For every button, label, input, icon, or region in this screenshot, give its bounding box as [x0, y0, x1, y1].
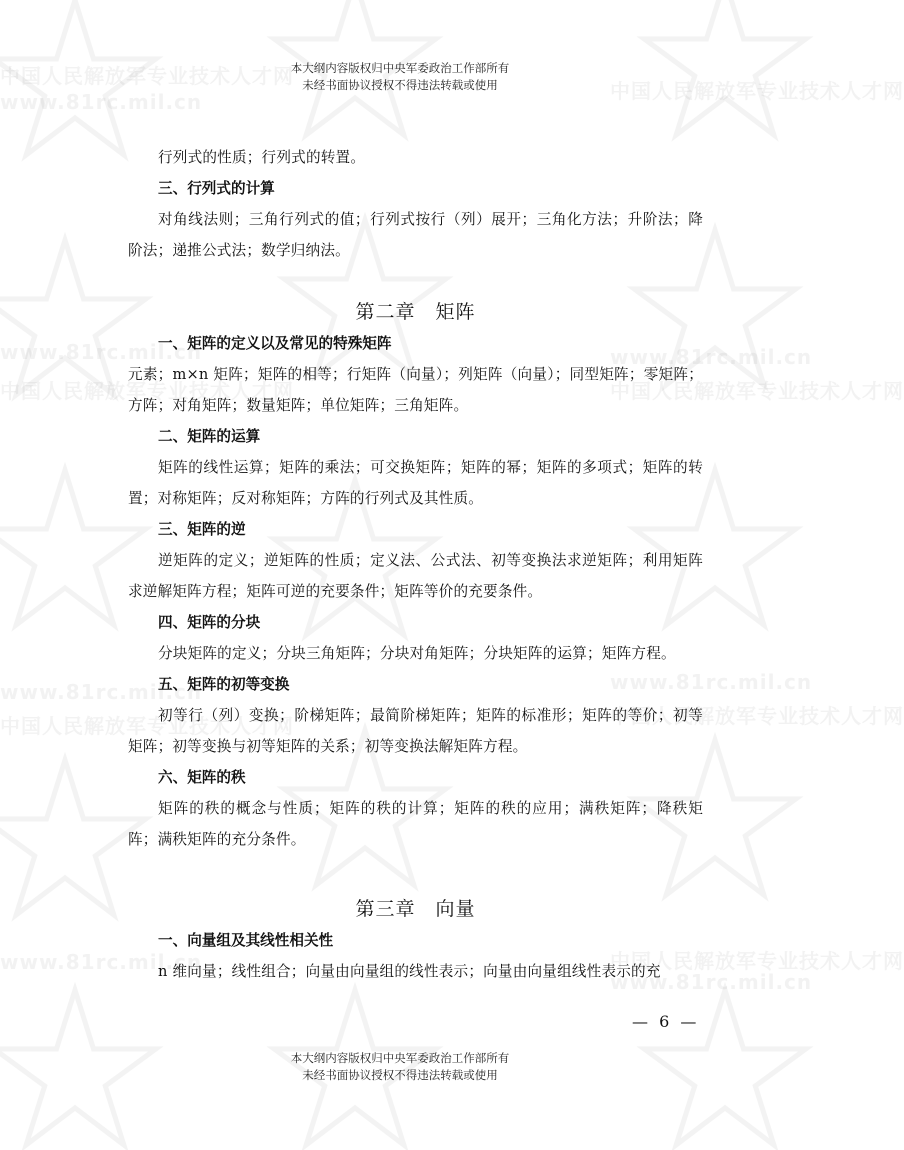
watermark-text: 中国人民解放军专业技术人才网 — [610, 79, 904, 103]
footer-notice-line-1: 本大纲内容版权归中央军委政治工作部所有 — [290, 1051, 510, 1065]
body-paragraph: 初等行（列）变换；阶梯矩阵；最简阶梯矩阵；矩阵的标准形；矩阵的等价；初等矩阵；初等变换与初等矩阵的关系；初等变换法解矩阵方程。 — [128, 707, 703, 755]
footer-notice-line-2: 未经书面协议授权不得违法转载或使用 — [302, 1068, 498, 1082]
body-paragraph: 矩阵的线性运算；矩阵的乘法；可交换矩阵；矩阵的幂；矩阵的多项式；矩阵的转置；对称矩阵；反对称矩阵；方阵的行列式及其性质。 — [128, 459, 703, 507]
watermark-text: www.81rc.mil.cn — [610, 670, 813, 694]
watermark-text: www.81rc.mil.cn — [610, 345, 813, 369]
watermark-text: 中国人民解放军专业技术人才网 — [610, 704, 904, 728]
body-paragraph: 矩阵的秩的概念与性质；矩阵的秩的计算；矩阵的秩的应用；满秩矩阵；降秩矩阵；满秩矩阵的充分条件。 — [128, 800, 703, 848]
body-paragraph: 元素；m×n 矩阵；矩阵的相等；行矩阵（向量）；列矩阵（向量）；同型矩阵；零矩阵；方阵；对角矩阵；数量矩阵；单位矩阵；三角矩阵。 — [128, 366, 703, 414]
body-paragraph: n 维向量；线性组合；向量由向量组的线性表示；向量由向量组线性表示的充 — [158, 963, 661, 980]
section-heading: 五、矩阵的初等变换 — [158, 676, 290, 693]
header-notice — [0, 60, 800, 94]
section-heading: 三、矩阵的逆 — [158, 521, 246, 538]
section-spacer — [128, 266, 703, 296]
section-heading: 六、矩阵的秩 — [158, 769, 246, 786]
watermark-text: 中国人民解放军专业技术人才网 — [610, 949, 904, 973]
body-paragraph: 分块矩阵的定义；分块三角矩阵；分块对角矩阵；分块矩阵的运算；矩阵方程。 — [158, 645, 676, 662]
watermark-text: 中国人民解放军专业技术人才网 — [0, 379, 294, 403]
header-notice-line-2: 未经书面协议授权不得违法转载或使用 — [302, 78, 498, 92]
body-paragraph: 行列式的性质；行列式的转置。 — [158, 149, 366, 166]
section-heading: 一、向量组及其线性相关性 — [158, 932, 334, 949]
section-heading: 一、矩阵的定义以及常见的特殊矩阵 — [158, 335, 392, 352]
watermark-text: www.81rc.mil.cn — [610, 970, 813, 994]
watermark-text: www.81rc.mil.cn — [0, 340, 203, 364]
section-spacer — [128, 855, 703, 893]
watermark-text: 中国人民解放军专业技术人才网 — [0, 64, 294, 88]
chapter-title: 第三章 向量 — [355, 898, 476, 920]
watermark-text: 中国人民解放军专业技术人才网 — [610, 379, 904, 403]
footer-notice — [0, 1050, 800, 1084]
watermark-text: www.81rc.mil.cn — [0, 950, 203, 974]
body-paragraph: 对角线法则；三角行列式的值；行列式按行（列）展开；三角化方法；升阶法；降阶法；递推公式法；数学归纳法。 — [128, 211, 703, 259]
document-body — [128, 142, 703, 987]
watermark-text: www.81rc.mil.cn — [0, 90, 203, 114]
watermark-text: www.81rc.mil.cn — [0, 680, 203, 704]
watermark-text: 中国人民解放军专业技术人才网 — [0, 714, 294, 738]
header-notice-line-1: 本大纲内容版权归中央军委政治工作部所有 — [290, 61, 510, 75]
page-number: — 6 — — [632, 1012, 700, 1031]
body-paragraph: 逆矩阵的定义；逆矩阵的性质；定义法、公式法、初等变换法求逆矩阵；利用矩阵求逆解矩阵方程；矩阵可逆的充要条件；矩阵等价的充要条件。 — [128, 552, 703, 600]
section-heading: 二、矩阵的运算 — [158, 428, 261, 445]
section-heading: 三、行列式的计算 — [158, 180, 275, 197]
chapter-title: 第二章 矩阵 — [355, 301, 476, 323]
section-heading: 四、矩阵的分块 — [158, 614, 261, 631]
